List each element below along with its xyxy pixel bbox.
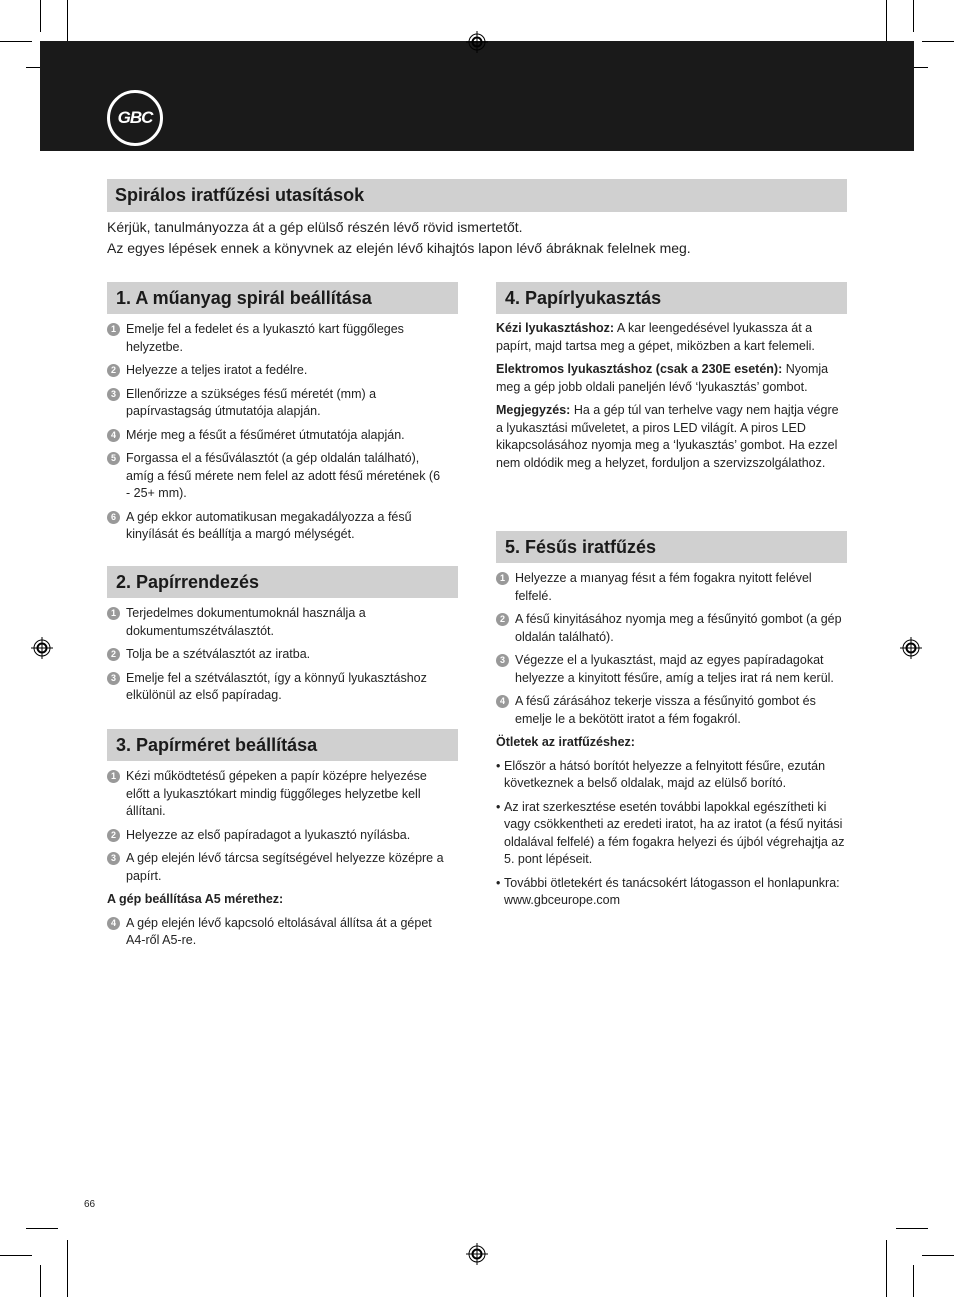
step-number-icon: 2 xyxy=(107,829,120,842)
crop-mark xyxy=(67,1240,68,1297)
section-2-body xyxy=(107,605,447,711)
step-number-icon: 6 xyxy=(107,511,120,524)
step-text: Helyezze az első papíradagot a lyukasztó nyílásba. xyxy=(126,827,411,842)
section-1-header xyxy=(107,282,458,314)
paragraph xyxy=(496,320,846,355)
section-2-header xyxy=(107,566,458,598)
step-number-icon: 3 xyxy=(107,388,120,401)
list-item xyxy=(107,850,447,885)
tip-item: • Az irat szerkesztése esetén további lapokkal egészítheti ki vagy csökkentheti az eredeti iratot, ha az iratot (a fésű nyitási oldalával felfelé) a fém fogakra helyezi és újból végrehajtja az 5. pont lépéseit. xyxy=(496,799,848,869)
section-5-body xyxy=(496,570,848,916)
step-text: Forgassa el a fésűválasztót (a gép oldalán található), amíg a fésű mérete nem felel az adott fésű méretének (6 - 25+ mm). xyxy=(126,451,441,500)
header-band xyxy=(40,41,914,151)
step-text: Végezze el a lyukasztást, majd az egyes papíradagokat helyezze a kinyitott fésűre, amíg a teljes irat rá nem kerül. xyxy=(515,653,834,685)
section-heading: 1. A műanyag spirál beállítása xyxy=(116,288,372,308)
page-number: 66 xyxy=(84,1199,96,1210)
section-3-body xyxy=(107,768,447,956)
list-item xyxy=(496,611,848,646)
paragraph xyxy=(496,361,846,396)
step-text: Tolja be a szétválasztót az iratba. xyxy=(126,647,311,661)
step-text: Mérje meg a fésűt a fésűméret útmutatója alapján. xyxy=(126,427,405,442)
intro-line: Az egyes lépések ennek a könyvnek az elején lévő kihajtós lapon lévő ábráknak felelnek meg. xyxy=(107,240,691,256)
section-heading: 2. Papírrendezés xyxy=(116,572,260,592)
step-text: A gép elején lévő kapcsoló eltolásával állítsa át a gépet A4-ről A5-re. xyxy=(126,915,432,947)
step-number-icon: 1 xyxy=(107,323,120,336)
tip-item: • Először a hátsó borítót helyezze a felnyitott fésűre, ezután következnek a belső oldalak, majd az elülső borító. xyxy=(496,758,848,793)
tip-item: • További ötletekért és tanácsokért látogasson el honlapunkra: www.gbceurope.com xyxy=(496,875,848,910)
step-text: A fésű zárásához tekerje vissza a fésűnyitó gombot és emelje le a bekötött iratot a fém fogakról. xyxy=(515,694,816,726)
list-item xyxy=(107,827,447,845)
section-heading: 3. Papírméret beállítása xyxy=(116,735,318,755)
step-text: Kézi működtetésű gépeken a papír középre helyezése előtt a lyukasztókart mindig függőleges helyzetbe kell állítani. xyxy=(126,769,427,818)
list-item xyxy=(496,693,848,728)
list-item xyxy=(107,605,447,640)
step-text: A gép ekkor automatikusan megakadályozza a fésű kinyílását és beállítja a margó mélységét. xyxy=(126,509,412,541)
section-4-header xyxy=(496,282,847,314)
registration-mark-icon xyxy=(31,637,53,659)
list-item xyxy=(107,915,447,950)
list-item xyxy=(107,321,447,356)
paragraph-text: Ha a gép túl van terhelve vagy nem hajtja végre a lyukasztási műveletet, a piros LED világít. A piros LED kikapcsolásához nyomja meg a ‘lyukasztás’ gombot. Ha ezzel nem oldódik meg a helyzet, forduljon a szervizszolgálathoz. xyxy=(496,403,839,470)
list-item xyxy=(107,362,447,380)
step-text: Emelje fel a szétválasztót, így a könnyű lyukasztáshoz elkülönül az első papíradag. xyxy=(126,670,427,702)
crop-mark xyxy=(886,1240,887,1297)
intro-line: Kérjük, tanulmányozza át a gép elülső részén lévő rövid ismertetőt. xyxy=(107,219,523,235)
step-text: A fésű kinyitásához nyomja meg a fésűnyitó gombot (a gép oldalán található). xyxy=(515,612,842,644)
list-item xyxy=(107,670,447,705)
list-item xyxy=(107,646,447,664)
intro-text xyxy=(107,217,867,259)
crop-mark xyxy=(896,1228,928,1229)
step-number-icon: 2 xyxy=(107,364,120,377)
list-item xyxy=(496,570,848,605)
step-number-icon: 3 xyxy=(107,672,120,685)
step-number-icon: 1 xyxy=(496,572,509,585)
step-number-icon: 5 xyxy=(107,452,120,465)
step-number-icon: 3 xyxy=(107,852,120,865)
paragraph-label: Megjegyzés: xyxy=(496,403,571,417)
registration-mark-icon xyxy=(466,1243,488,1265)
page-title: Spirálos iratfűzési utasítások xyxy=(115,185,365,205)
gbc-logo: GBC xyxy=(107,90,163,146)
paragraph-text: A kar leengedésével lyukassza át a papírt, majd tartsa meg a gépet, miközben a kart felemeli. xyxy=(496,321,815,353)
step-text: Helyezze a teljes iratot a fedélre. xyxy=(126,363,308,377)
step-text: Helyezze a mıanyag fésıt a fém fogakra nyitott felével felfelé. xyxy=(515,571,812,603)
crop-mark xyxy=(922,1255,954,1256)
section-4-body xyxy=(496,320,846,478)
step-text: Emelje fel a fedelet és a lyukasztó kart függőleges helyzetbe. xyxy=(126,322,404,354)
list-item xyxy=(107,386,447,421)
crop-mark xyxy=(40,1265,41,1297)
crop-mark xyxy=(0,1255,32,1256)
step-number-icon: 2 xyxy=(107,648,120,661)
paragraph xyxy=(496,402,846,472)
step-number-icon: 4 xyxy=(107,917,120,930)
step-number-icon: 4 xyxy=(496,695,509,708)
list-item xyxy=(496,652,848,687)
paragraph-label: Elektromos lyukasztáshoz (csak a 230E esetén): xyxy=(496,362,783,376)
step-number-icon: 3 xyxy=(496,654,509,667)
section-3-header xyxy=(107,729,458,761)
crop-mark xyxy=(913,1265,914,1297)
crop-mark xyxy=(26,1228,58,1229)
section-1-body xyxy=(107,321,447,550)
paragraph-text: Nyomja meg a gép jobb oldali paneljén lévő ‘lyukasztás’ gombot. xyxy=(496,362,829,394)
list-item xyxy=(107,450,447,503)
step-number-icon: 2 xyxy=(496,613,509,626)
registration-mark-icon xyxy=(466,31,488,53)
step-number-icon: 1 xyxy=(107,770,120,783)
list-item xyxy=(107,509,447,544)
section-heading: 4. Papírlyukasztás xyxy=(505,288,662,308)
section-heading: 5. Fésűs iratfűzés xyxy=(505,537,657,557)
step-text: Ellenőrizze a szükséges fésű méretét (mm) a papírvastagság útmutatója alapján. xyxy=(126,386,377,418)
subheading: Ötletek az iratfűzéshez: xyxy=(496,735,635,749)
step-text: Terjedelmes dokumentumoknál használja a dokumentumszétválasztót. xyxy=(126,606,366,638)
crop-mark xyxy=(40,0,41,32)
step-number-icon: 4 xyxy=(107,429,120,442)
page-title-bar xyxy=(107,179,847,212)
crop-mark xyxy=(913,0,914,32)
crop-mark xyxy=(922,41,954,42)
crop-mark xyxy=(0,41,32,42)
step-text: A gép elején lévő tárcsa segítségével helyezze középre a papírt. xyxy=(126,851,444,883)
section-5-header xyxy=(496,531,847,563)
paragraph-label: Kézi lyukasztáshoz: xyxy=(496,321,615,335)
registration-mark-icon xyxy=(900,637,922,659)
step-number-icon: 1 xyxy=(107,607,120,620)
list-item xyxy=(107,427,447,445)
list-item xyxy=(107,768,447,821)
subheading: A gép beállítása A5 mérethez: xyxy=(107,892,284,906)
